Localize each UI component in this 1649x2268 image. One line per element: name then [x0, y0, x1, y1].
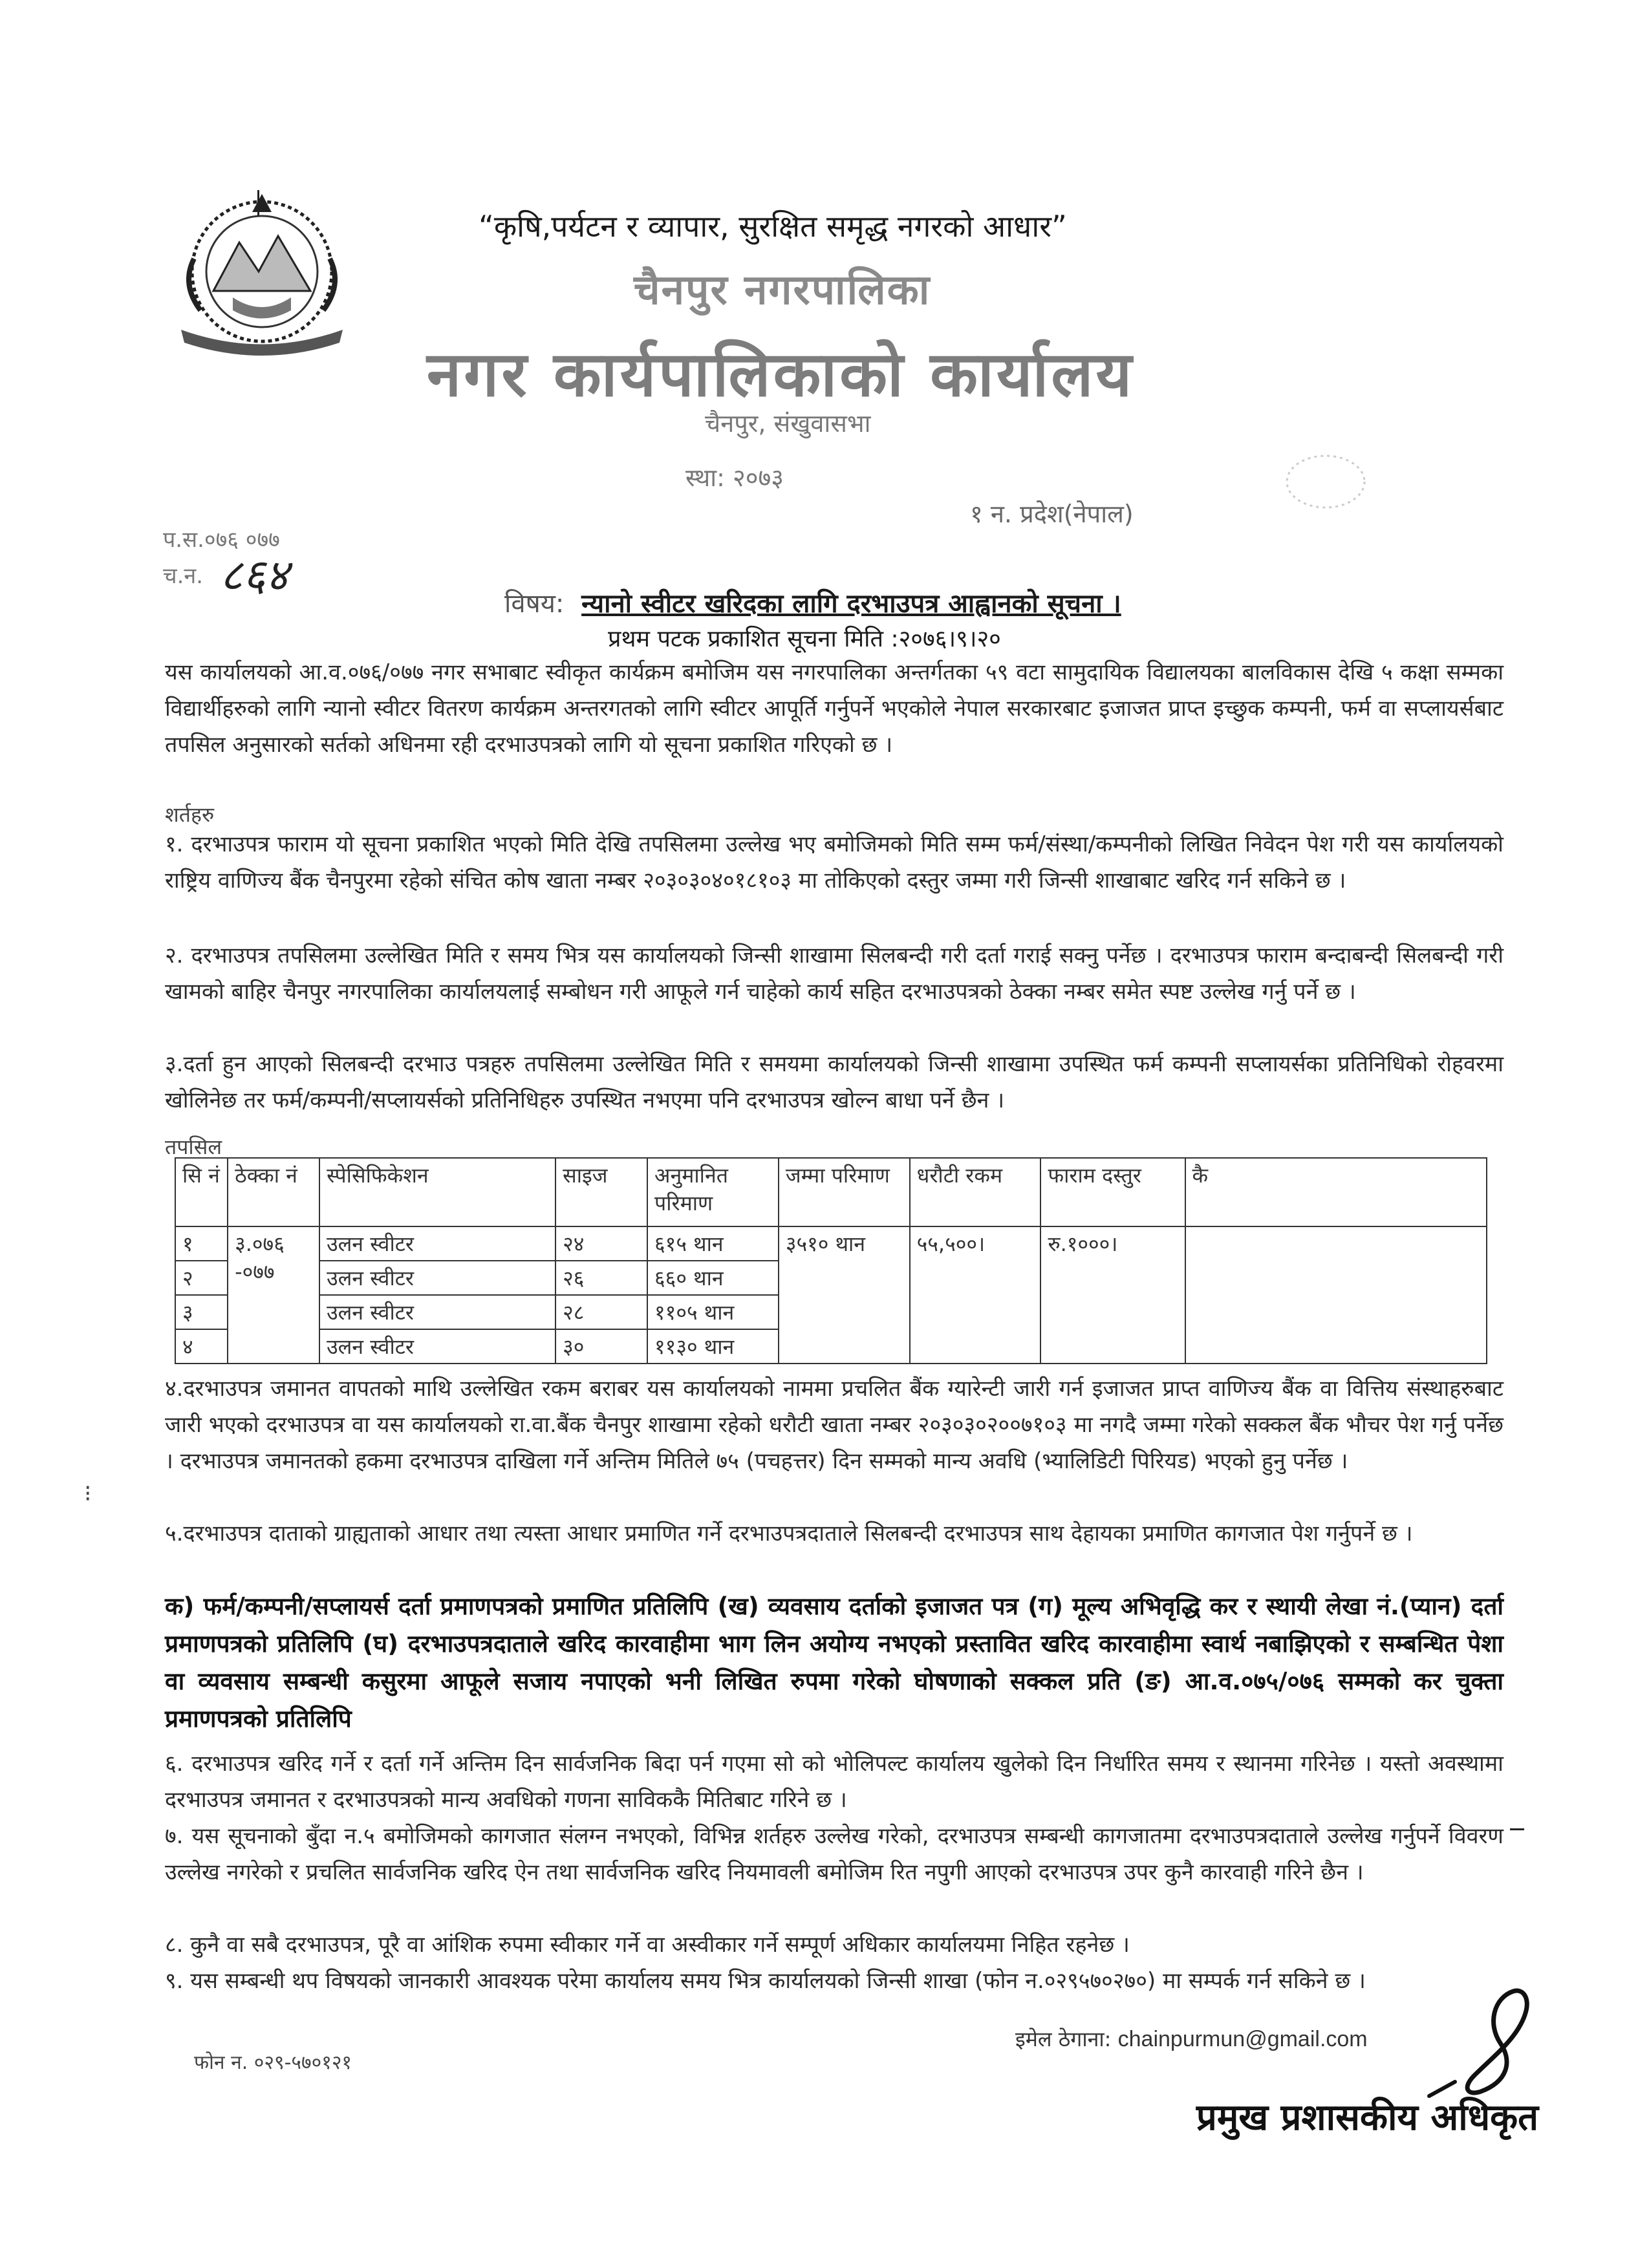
col-form-fee: फाराम दस्तुर	[1040, 1158, 1185, 1226]
condition-7: ७. यस सूचनाको बुँदा न.५ बमोजिमको कागजात संलग्न नभएको, विभिन्न शर्तहरु उल्लेख गरेको, दरभाउपत्र सम्बन्धी कागजातमा दरभाउपत्रदाताले उल्लेख गर्नुपर्ने विवरण उल्लेख नगरेको र प्रचलित सार्वजनिक खरिद ऐन तथा सार्वजनिक खरिद नियमावली बमोजिम रित नपुगी आएको दरभाउपत्र उपर कुनै कारवाही गरिने छैन ।	[165, 1823, 1503, 1885]
cell-sn: १	[175, 1226, 228, 1261]
phone-number: फोन न. ०२९-५७०१२१	[194, 2051, 352, 2074]
subject-text: न्यानो स्वीटर खरिदका लागि दरभाउपत्र आह्वानको सूचना ।	[581, 589, 1121, 619]
cell-total-qty: ३५१० थान	[779, 1226, 910, 1364]
cell-sn: ३	[175, 1295, 228, 1329]
conditions-heading: शर्तहरु	[165, 802, 215, 827]
municipality-name: चैनपुर नगरपालिका	[634, 266, 931, 314]
condition-4: ४.दरभाउपत्र जमानत वापतको माथि उल्लेखित रकम बराबर यस कार्यालयको नाममा प्रचलित बैंक ग्यारेन्टी जारी गर्न इजाजत प्राप्त वाणिज्य बैंक वा वित्तिय संस्थाहरुबाट जारी भएको दरभाउपत्र वा यस कार्यालयको रा.वा.बैंक चैनपुर शाखामा रहेको धरौटी खाता नम्बर २०३०३०२००७१०३ मा नगदै जम्मा गरेको सक्कल बैंक भौचर पेश गर्नु पर्नेछ । दरभाउपत्र जमानतको हकमा दरभाउपत्र दाखिला गर्ने अन्तिम मितिले ७५ (पचहत्तर) दिन सम्मको मान्य अवधि (भ्यालिडिटी पिरियड) भएको हुनु पर्नेछ ।	[165, 1376, 1503, 1474]
condition-9: ९. यस सम्बन्धी थप विषयको जानकारी आवश्यक परेमा कार्यालय समय भित्र कार्यालयको जिन्सी शाखा (फोन न.०२९५७०२७०) मा सम्पर्क गर्न सकिने छ ।	[165, 1968, 1366, 1994]
cell-size: २६	[555, 1261, 647, 1295]
table-header-row	[175, 1158, 1487, 1226]
condition-8: ८. कुनै वा सबै दरभाउपत्र, पूरै वा आंशिक रुपमा स्वीकार गर्ने वा अस्वीकार गर्ने सम्पूर्ण अधिकार कार्यालयमा निहित रहनेछ ।	[165, 1932, 1130, 1958]
col-total-qty: जम्मा परिमाण	[779, 1158, 910, 1226]
handwritten-signature	[1416, 1985, 1546, 2101]
cell-sn: २	[175, 1261, 228, 1295]
email-address: chainpurmun@gmail.com	[1117, 2027, 1368, 2051]
cell-size: २८	[555, 1295, 647, 1329]
cell-spec: उलन स्वीटर	[319, 1329, 555, 1364]
cell-qty: ११३० थान	[647, 1329, 779, 1364]
cell-remarks	[1185, 1226, 1487, 1364]
province: १ न. प्रदेश(नेपाल)	[970, 500, 1134, 528]
cell-form-fee: रु.१०००।	[1040, 1226, 1185, 1364]
nepal-emblem-logo	[155, 181, 369, 362]
email-label: इमेल ठेगाना:	[1015, 2027, 1112, 2051]
cell-spec: उलन स्वीटर	[319, 1295, 555, 1329]
condition-5: ५.दरभाउपत्र दाताको ग्राह्यताको आधार तथा त्यस्ता आधार प्रमाणित गर्ने दरभाउपत्रदाताले सिलबन्दी दरभाउपत्र साथ देहायका प्रमाणित कागजात पेश गर्नुपर्ने छ ।	[165, 1521, 1413, 1546]
faint-stamp-mark	[1280, 449, 1371, 514]
col-size: साइज	[555, 1158, 647, 1226]
cell-size: ३०	[555, 1329, 647, 1364]
publication-date: प्रथम पटक प्रकाशित सूचना मिति :२०७६।९।२०	[608, 626, 1001, 652]
col-remarks: कै	[1185, 1158, 1487, 1226]
email-line	[1015, 2025, 1368, 2053]
condition-5-documents: क) फर्म/कम्पनी/सप्लायर्स दर्ता प्रमाणपत्रको प्रमाणित प्रतिलिपि (ख) व्यवसाय दर्ताको इजाजत पत्र (ग) मूल्य अभिवृद्धि कर र स्थायी लेखा नं.(प्यान) दर्ता प्रमाणपत्रको प्रतिलिपि (घ) दरभाउपत्रदाताले खरिद कारवाहीमा भाग लिन अयोग्य नभएको प्रस्तावित खरिद कारवाहीमा स्वार्थ नबाझिएको र सम्बन्धित पेशा वा व्यवसाय सम्बन्धी कसुरमा आफूले सजाय नपाएको भनी लिखित रुपमा गरेको घोषणाको सक्कल प्रति (ङ) आ.व.०७५/०७६ सम्मको कर चुक्ता प्रमाणपत्रको प्रतिलिपि	[165, 1592, 1503, 1733]
intro-paragraph: यस कार्यालयको आ.व.०७६/०७७ नगर सभाबाट स्वीकृत कार्यक्रम बमोजिम यस नगरपालिका अन्तर्गतका ५९ वटा सामुदायिक विद्यालयका बालविकास देखि ५ कक्षा सम्मका विद्यार्थीहरुको लागि न्यानो स्वीटर वितरण कार्यक्रम अन्तरगतको लागि स्वीटर आपूर्ति गर्नुपर्ने भएकोले नेपाल सरकारबाट इजाजत प्राप्त इच्छुक कम्पनी, फर्म वा सप्लायर्सबाट तपसिल अनुसारको सर्तको अधिनमा रही दरभाउपत्रको लागि यो सूचना प्रकाशित गरिएको छ ।	[165, 659, 1503, 758]
dispatch-label: च.न.	[163, 563, 204, 589]
cell-size: २४	[555, 1226, 647, 1261]
col-deposit: धरौटी रकम	[910, 1158, 1041, 1226]
condition-2: २. दरभाउपत्र तपसिलमा उल्लेखित मिति र समय भित्र यस कार्यालयको जिन्सी शाखामा सिलबन्दी गरी दर्ता गराई सक्नु पर्नेछ । दरभाउपत्र फाराम बन्दाबन्दी सिलबन्दी गरी खामको बाहिर चैनपुर नगरपालिका कार्यालयलाई सम्बोधन गरी आफूले गर्न चाहेको कार्य सहित दरभाउपत्रको ठेक्का नम्बर समेत स्पष्ट उल्लेख गर्नु पर्ने छ ।	[165, 943, 1503, 1005]
office-name: नगर कार्यपालिकाको कार्यालय	[427, 338, 1135, 411]
cell-spec: उलन स्वीटर	[319, 1226, 555, 1261]
table-row	[175, 1226, 1487, 1261]
col-specification: स्पेसिफिकेशन	[319, 1158, 555, 1226]
reference-number: प.स.०७६ ०७७	[163, 527, 280, 553]
tender-table	[175, 1157, 1487, 1364]
tapasil-heading: तपसिल	[165, 1135, 222, 1159]
contract-no-line-1: ३.०७६	[235, 1232, 285, 1256]
cell-qty: ६६० थान	[647, 1261, 779, 1295]
condition-6: ६. दरभाउपत्र खरिद गर्ने र दर्ता गर्ने अन्तिम दिन सार्वजनिक बिदा पर्न गएमा सो को भोलिपल्ट कार्यालय खुलेको दिन निर्धारित समय र स्थानमा गरिनेछ । यस्तो अवस्थामा दरभाउपत्र जमानत र दरभाउपत्रको मान्य अवधिको गणना साविककै मितिबाट गरिने छ ।	[165, 1751, 1503, 1813]
cell-sn: ४	[175, 1329, 228, 1364]
cell-spec: उलन स्वीटर	[319, 1261, 555, 1295]
col-estimated-qty: अनुमानित परिमाण	[647, 1158, 779, 1226]
established-year: स्था: २०७३	[685, 464, 784, 492]
cell-contract-no	[228, 1226, 319, 1364]
cell-deposit: ५५,५००।	[910, 1226, 1041, 1364]
signatory-title: प्रमुख प्रशासकीय अधिकृत	[1196, 2097, 1539, 2139]
condition-3: ३.दर्ता हुन आएको सिलबन्दी दरभाउ पत्रहरु तपसिलमा उल्लेखित मिति र समयमा कार्यालयको जिन्सी शाखामा उपस्थित फर्म कम्पनी सप्लायर्सका प्रतिनिधिको रोहवरमा खोलिनेछ तर फर्म/कम्पनी/सप्लायर्सको प्रतिनिधिहरु उपस्थित नभएमा पनि दरभाउपत्र खोल्न बाधा पर्ने छैन ।	[165, 1051, 1503, 1113]
margin-mark: ⁝	[84, 1481, 92, 1507]
condition-1: १. दरभाउपत्र फाराम यो सूचना प्रकाशित भएको मिति देखि तपसिलमा उल्लेख भए बमोजिमको मिति सम्म फर्म/संस्था/कम्पनीको लिखित निवेदन पेश गरी यस कार्यालयको राष्ट्रिय वाणिज्य बैंक चैनपुरमा रहेको संचित कोष खाता नम्बर २०३०३०४०१८१०३ मा तोकिएको दस्तुर जम्मा गरी जिन्सी शाखाबाट खरिद गर्न सकिने छ ।	[165, 831, 1503, 893]
office-address: चैनपुर, संखुवासभा	[705, 409, 871, 438]
cell-qty: ६१५ थान	[647, 1226, 779, 1261]
col-contract-no: ठेक्का नं	[228, 1158, 319, 1226]
subject-line	[504, 584, 1121, 620]
col-sn: सि नं	[175, 1158, 228, 1226]
contract-no-line-2: -०७७	[235, 1259, 275, 1284]
margin-dash	[1510, 1828, 1524, 1830]
motto: “कृषि,पर्यटन र व्यापार, सुरक्षित समृद्ध नगरको आधार”	[479, 209, 1067, 244]
dispatch-number: ८६४	[220, 550, 289, 601]
cell-qty: ११०५ थान	[647, 1295, 779, 1329]
subject-label: विषय:	[504, 589, 565, 619]
